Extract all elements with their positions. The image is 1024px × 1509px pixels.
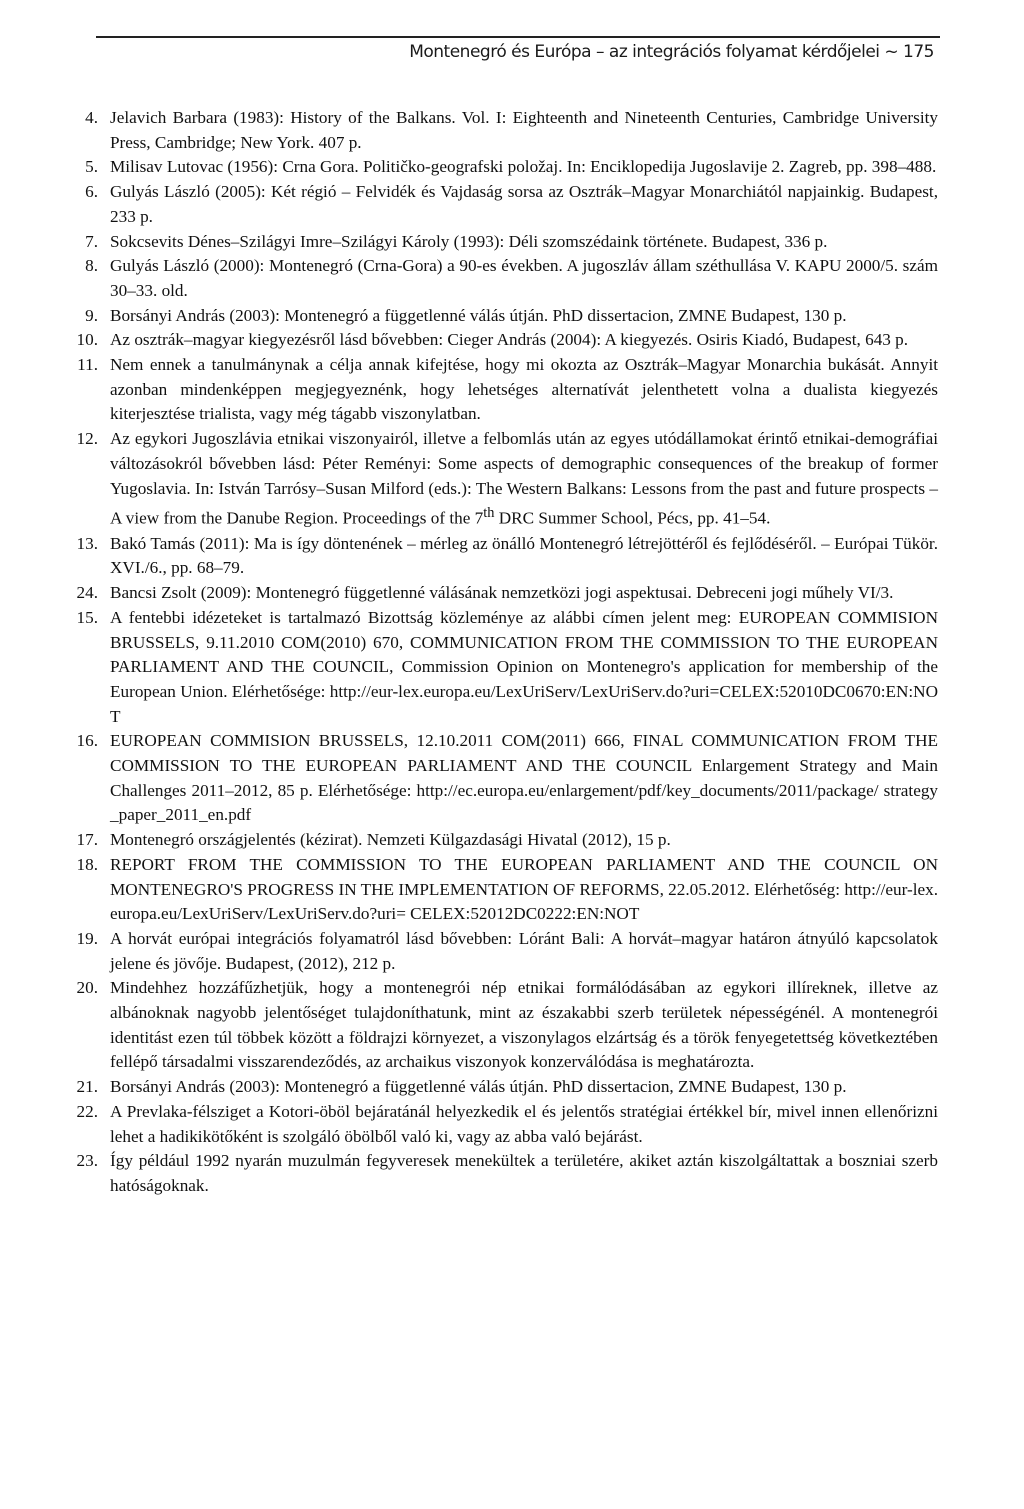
endnote-23 xyxy=(70,1149,938,1198)
endnote-21 xyxy=(70,1075,938,1100)
endnote-text: Gulyás László (2005): Két régió – Felvidék és Vajdaság sorsa az Osztrák–Magyar Monarchiától napjainkig. Budapest, 233 p. xyxy=(110,182,938,226)
endnote-22 xyxy=(70,1100,938,1149)
endnote-number: 7. xyxy=(85,231,98,251)
endnote-8 xyxy=(70,254,938,303)
endnote-number: 9. xyxy=(85,305,98,325)
endnote-16 xyxy=(70,729,938,828)
endnote-text: Milisav Lutovac (1956): Crna Gora. Političko-geografski položaj. In: Enciklopedija Jugoslavije 2. Zagreb, pp. 398–488. xyxy=(110,157,937,177)
endnote-number: 13. xyxy=(76,533,98,553)
endnote-number: 24. xyxy=(76,583,98,603)
endnote-text: A Prevlaka-félsziget a Kotori-öböl bejáratánál helyezkedik el és jelentős stratégiai értékkel bír, mivel innen ellenőrizni lehet a hadikikötőként is szolgáló öbölből való ki, vagy az abba való bejárást. xyxy=(110,1101,938,1146)
endnote-text: Borsányi András (2003): Montenegró a függetlenné válás útján. PhD dissertacion, ZMNE Budapest, 130 p. xyxy=(110,305,847,325)
endnote-text: Az osztrák–magyar kiegyezésről lásd bővebben: Cieger András (2004): A kiegyezés. Osiris Kiadó, Budapest, 643 p. xyxy=(110,330,909,350)
endnote-number: 10. xyxy=(76,330,98,350)
endnote-text: Nem ennek a tanulmánynak a célja annak kifejtése, hogy mi okozta az Osztrák–Magyar Monarchia bukását. Annyit azonban mindenképpen megjegyeznénk, hogy lehetséges alternatívát jelenthetett volna a dualista kiegyezés kiterjesztése trialista, vagy még tágabb viszonylatban. xyxy=(110,355,938,424)
endnote-18 xyxy=(70,853,938,927)
endnote-number: 21. xyxy=(76,1077,98,1097)
endnote-text: Bakó Tamás (2011): Ma is így döntenének – mérleg az önálló Montenegró létrejöttéről és fejlődéséről. – Európai Tükör. XVI./6., pp. 68–79. xyxy=(110,533,938,578)
endnote-text: A fentebbi idézeteket is tartalmazó Bizottság közleménye az alábbi címen jelent meg: EUROPEAN COMMISION BRUSSELS, 9.11.2010 COM(2010) 670, COMMUNICATION FROM THE COMMISSION TO THE EUROPEAN PARLIAMENT AND THE COUNCIL, Commission Opinion on Montenegro's application for membership of the European Union. Elérhetősége: xyxy=(110,607,938,701)
endnote-12 xyxy=(70,427,938,532)
endnote-url: http://ec.europa.eu/enlargement/pdf/key_documents/2011/package/ strategy_paper_2011_en.pdf xyxy=(110,780,939,825)
endnote-17 xyxy=(70,828,938,853)
endnote-number: 6. xyxy=(85,182,98,202)
endnote-9 xyxy=(70,304,938,329)
endnote-text-continued: DRC Summer School, Pécs, pp. 41–54. xyxy=(494,508,771,528)
endnote-text: Mindehhez hozzáfűzhetjük, hogy a montenegrói nép etnikai formálódásában az egykori illíreknek, illetve az albánoknak nagyobb jelentőséget tulajdoníthatunk, mint az északabbi szerb területek népességénél. A montenegrói identitást ezen túl többek között a földrajzi környezet, a viszonylagos elzártság és a török fenyegetettség következtében fellépő társadalmi visszarendeződés, az archaikus viszonyok konzerválódása is meghatározta. xyxy=(110,978,938,1072)
endnote-number: 19. xyxy=(76,928,98,948)
endnote-text: REPORT FROM THE COMMISSION TO THE EUROPEAN PARLIAMENT AND THE COUNCIL ON MONTENEGRO'S PROGRESS IN THE IMPLEMENTATION OF REFORMS, 22.05.2012. Elérhetőség: xyxy=(110,854,938,899)
ordinal-superscript: th xyxy=(483,505,495,522)
endnote-text: Az egykori Jugoszlávia etnikai viszonyairól, illetve a felbomlás után az egyes utódállamokat érintő etnikai-demográfiai változásokról bővebben lásd: Péter Reményi: Some aspects of demographic consequences of the breakup of former Yugoslavia. In: István Tarrósy–Susan Milford (eds.): The Western Balkans: Lessons from the past and future prospects – A view from the Danube Region. Proceedings of the 7 xyxy=(110,429,938,528)
endnote-24 xyxy=(70,581,938,606)
endnote-19 xyxy=(70,927,938,976)
endnotes-list xyxy=(70,106,938,1199)
endnote-number: 18. xyxy=(76,854,98,874)
endnote-number: 5. xyxy=(85,157,98,177)
endnote-15 xyxy=(70,606,938,730)
endnote-20 xyxy=(70,976,938,1075)
endnote-number: 11. xyxy=(77,355,98,375)
endnote-text: EUROPEAN COMMISION BRUSSELS, 12.10.2011 COM(2011) 666, FINAL COMMUNICATION FROM THE COMMISSION TO THE EUROPEAN PARLIAMENT AND THE COUNCIL Enlargement Strategy and Main Challenges 2011–2012, 85 p. Elérhetősége: xyxy=(110,731,938,800)
endnote-text: Borsányi András (2003): Montenegró a függetlenné válás útján. PhD dissertacion, ZMNE Budapest, 130 p. xyxy=(110,1077,847,1097)
endnote-text: Jelavich Barbara (1983): History of the Balkans. Vol. I: Eighteenth and Nineteenth Centuries, Cambridge University Press, Cambridge; New York. 407 p. xyxy=(110,108,938,152)
endnote-7 xyxy=(70,230,938,255)
endnote-number: 16. xyxy=(76,731,98,751)
running-head: Montenegró és Európa – az integrációs folyamat kérdőjelei ~ 175 xyxy=(409,42,934,62)
endnote-number: 8. xyxy=(85,256,98,276)
endnote-text: Sokcsevits Dénes–Szilágyi Imre–Szilágyi Károly (1993): Déli szomszédaink története. Budapest, 336 p. xyxy=(110,231,828,251)
endnote-text: Gulyás László (2000): Montenegró (Crna-Gora) a 90-es években. A jugoszláv állam széthullása V. KAPU 2000/5. szám 30–33. old. xyxy=(110,256,938,300)
endnote-6 xyxy=(70,180,938,229)
endnote-text: Bancsi Zsolt (2009): Montenegró függetlenné válásának nemzetközi jogi aspektusai. Debreceni jogi műhely VI/3. xyxy=(110,583,894,603)
endnote-number: 22. xyxy=(76,1101,98,1121)
endnote-url: http://eur-lex.europa.eu/LexUriServ/LexUriServ.do?uri= CELEX:52012DC0222:EN:NOT xyxy=(110,879,939,924)
endnote-11 xyxy=(70,353,938,427)
endnote-url: http://eur-lex.europa.eu/LexUriServ/LexUriServ.do?uri=CELEX:52010DC0670:EN:NOT xyxy=(110,681,939,726)
endnote-number: 15. xyxy=(76,607,98,627)
endnote-number: 4. xyxy=(85,108,98,127)
endnote-number: 23. xyxy=(76,1151,98,1171)
endnote-text: Így például 1992 nyarán muzulmán fegyveresek menekültek a területére, akiket aztán kiszolgáltattak a boszniai szerb hatóságoknak. xyxy=(110,1151,938,1195)
endnote-text: A horvát európai integrációs folyamatról lásd bővebben: Lóránt Bali: A horvát–magyar határon átnyúló kapcsolatok jelene és jövője. Budapest, (2012), 212 p. xyxy=(110,928,938,973)
endnote-5 xyxy=(70,155,938,180)
endnote-4 xyxy=(70,106,938,155)
endnote-number: 20. xyxy=(76,978,98,998)
endnote-13 xyxy=(70,532,938,581)
endnote-number: 12. xyxy=(76,429,98,449)
endnote-text: Montenegró országjelentés (kézirat). Nemzeti Külgazdasági Hivatal (2012), 15 p. xyxy=(110,830,671,850)
endnote-10 xyxy=(70,328,938,353)
endnote-number: 17. xyxy=(76,830,98,850)
